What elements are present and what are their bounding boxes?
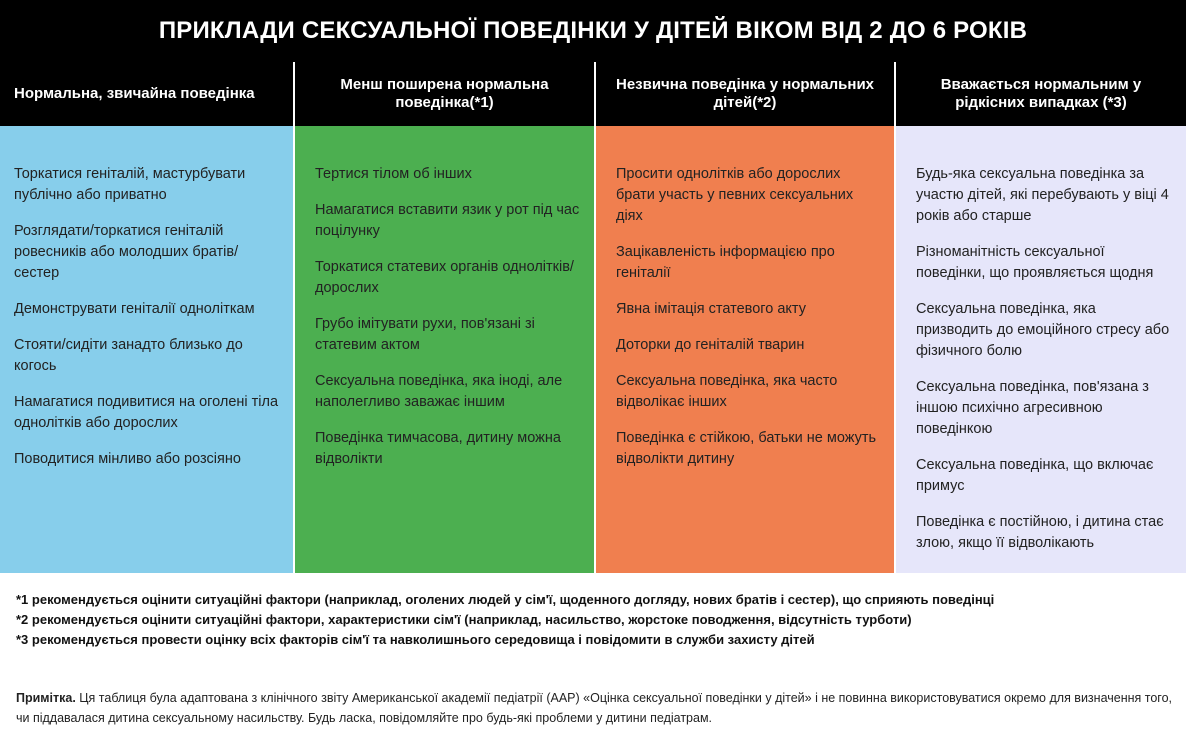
footnote: *2 рекомендується оцінити ситуаційні фактори, характеристики сім'ї (наприклад, насильство, жорстоке поводження, відсутність турботи) [16,612,912,627]
list-item: Торкатися геніталій, мастурбувати публічно або приватно [14,166,246,203]
column-rare-behavior [894,62,1186,573]
list-item: Тертися тілом об інших [315,166,472,182]
column-less-common-behavior [293,62,594,573]
behavior-list [916,164,1176,554]
list-item: Сексуальна поведінка, яка часто відволікає інших [616,373,838,410]
column-unusual-behavior [594,62,894,573]
disclaimer-note [16,688,1176,728]
list-item: Різноманітність сексуальної поведінки, що проявляється щодня [916,244,1154,281]
list-item: Грубо імітувати рухи, пов'язані зі статевим актом [315,316,535,353]
list-item: Розглядати/торкатися геніталій ровесників або молодших братів/сестер [14,223,239,281]
list-item: Сексуальна поведінка, яка іноді, але наполегливо заважає іншим [315,373,563,410]
footnote: *1 рекомендується оцінити ситуаційні фактори (наприклад, оголених людей у сім'ї, щоденного догляду, нових братів і сестер), що сприяють поведінці [16,592,995,607]
list-item: Сексуальна поведінка, що включає примус [916,457,1154,494]
note-label: Примітка. [16,691,76,705]
behavior-list [616,164,880,470]
list-item: Торкатися статевих органів однолітків/дорослих [315,259,574,296]
behavior-list [14,164,279,470]
list-item: Явна імітація статевого акту [616,301,806,317]
footnote: *3 рекомендується провести оцінку всіх факторів сім'ї та навколишнього середовища і повідомити в служби захисту дітей [16,632,815,647]
list-item: Поведінка тимчасова, дитину можна відволікти [315,430,561,467]
list-item: Сексуальна поведінка, яка призводить до емоційного стресу або фізичного болю [916,301,1170,359]
list-item: Сексуальна поведінка, пов'язана з іншою психічно агресивною поведінкою [916,379,1149,437]
list-item: Поведінка є постійною, і дитина стає злою, якщо її відволікають [916,514,1164,551]
list-item: Просити однолітків або дорослих брати участь у певних сексуальних діях [616,166,854,224]
column-body [896,126,1186,573]
column-header: Незвична поведінка у нормальних дітей(*2) [596,62,894,126]
list-item: Зацікавленість інформацією про геніталії [616,244,835,281]
note-text: Ця таблиця була адаптована з клінічного звіту Американської академії педіатрії (AAP) «Оцінка сексуальної поведінки у дітей» і не повинна використовуватися окремо для визначення того, чи піддавалася дитина сексуальному насильству. Будь ласка, повідомляйте про будь-які проблеми у дитини педіатрам. [16,691,1173,725]
list-item: Демонструвати геніталії одноліткам [14,301,255,317]
list-item: Поводитися мінливо або розсіяно [14,451,241,467]
list-item: Поведінка є стійкою, батьки не можуть відволікти дитину [616,430,877,467]
behavior-list [315,164,580,470]
list-item: Стояти/сидіти занадто близько до когось [14,337,243,374]
behavior-table [0,62,1186,573]
footnotes [16,590,994,650]
column-body [596,126,894,573]
page-title: ПРИКЛАДИ СЕКСУАЛЬНОЇ ПОВЕДІНКИ У ДІТЕЙ ВІКОМ ВІД 2 ДО 6 РОКІВ [0,0,1186,62]
column-normal-behavior [0,62,293,573]
column-body [295,126,594,573]
column-body [0,126,293,573]
list-item: Намагатися вставити язик у рот під час поцілунку [315,202,580,239]
column-header: Менш поширена нормальна поведінка(*1) [295,62,594,126]
column-header: Вважається нормальним у рідкісних випадках (*3) [896,62,1186,126]
list-item: Будь-яка сексуальна поведінка за участю дітей, які перебувають у віці 4 років або старше [916,166,1169,224]
column-header: Нормальна, звичайна поведінка [0,62,293,126]
list-item: Доторки до геніталій тварин [616,337,805,353]
list-item: Намагатися подивитися на оголені тіла однолітків або дорослих [14,394,279,431]
